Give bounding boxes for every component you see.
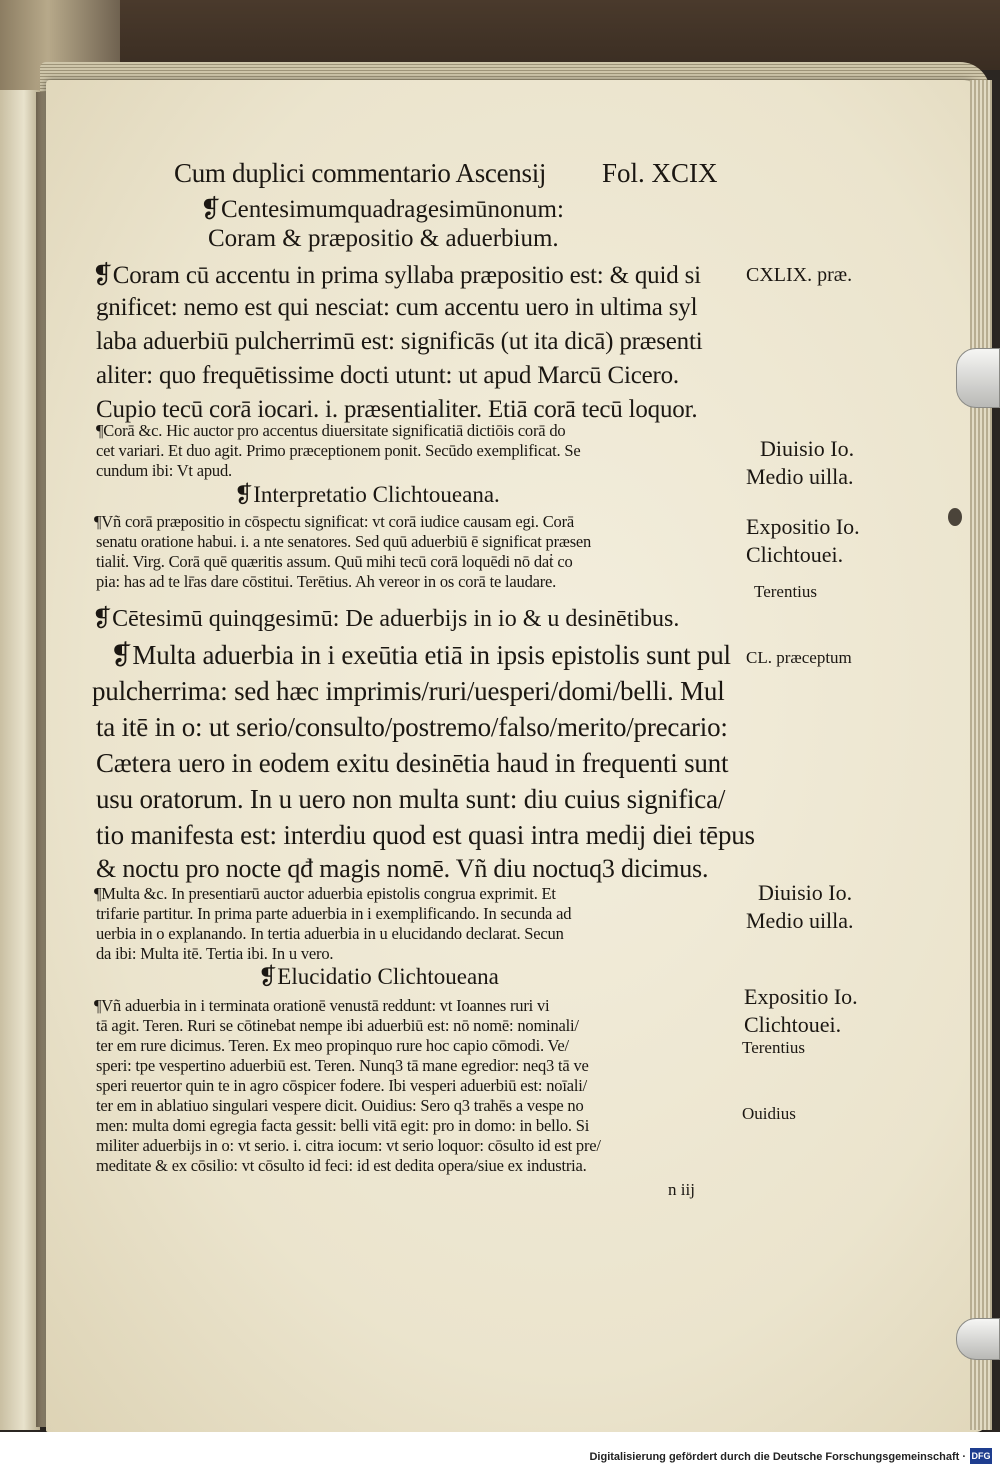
marginal-note: Medio uilla. — [746, 464, 854, 489]
marginal-note: Expositio Io. — [746, 514, 860, 539]
dfg-logo-icon: DFG — [970, 1448, 992, 1464]
text-line: laba aduerbiū pulcherrimū est: significās (ut ita dicā) præsenti — [96, 328, 703, 355]
commentary-line: trifarie partitur. In prima parte aduerbia in i exemplificando. In secunda ad — [96, 904, 572, 923]
marginal-note: Clichtouei. — [746, 542, 844, 567]
marginal-note: Ouidius — [742, 1104, 796, 1123]
commentary-line: militer aduerbijs in o: vt serio. i. citra iocum: vt serio loquor: cōsulto id est pre/ — [96, 1136, 601, 1155]
marginal-note: Terentius — [742, 1038, 806, 1057]
section-heading: ❡Cētesimū quinqgesimū: De aduerbijs in io & u desinētibus. — [92, 606, 680, 632]
book-clip-lower — [956, 1318, 1000, 1360]
commentary-line: ¶Corā &c. Hic auctor pro accentus diuersitate significatiā dictiōis corā do — [96, 421, 566, 440]
commentary-line: da ibi: Multa itē. Tertia ibi. In u vero. — [96, 944, 334, 963]
commentary-line: ter em in ablatiuo singulari vespere dicit. Ouidius: Sero q3 trahēs a vespe no — [96, 1096, 584, 1115]
text-line: pulcherrima: sed hæc imprimis/ruri/uesperi/domi/belli. Mul — [92, 676, 725, 706]
commentary-line: men: multa domi egregia facta gessit: belli vitā egit: pro in domo: in bello. Si — [96, 1116, 590, 1135]
running-title: Cum duplici commentario Ascensij — [174, 158, 547, 188]
commentary-line: cundum ibi: Vt apud. — [96, 461, 232, 480]
marginal-note: CXLIX. præ. — [746, 264, 853, 286]
marginal-note: Diuisio Io. — [758, 880, 853, 905]
text-line: Cætera uero in eodem exitu desinētia haud in frequenti sunt — [96, 748, 729, 778]
section-heading: ❡Centesimumquadragesimūnonum: — [200, 196, 564, 223]
book-clip-upper — [956, 348, 1000, 408]
text-line: usu oratorum. In u uero non multa sunt: diu cuius significa/ — [96, 784, 726, 814]
page-stack-edge — [970, 80, 992, 1430]
text-line: ta itē in o: ut serio/consulto/postremo/falso/merito/precario: — [96, 712, 728, 742]
facing-page-edge — [0, 90, 40, 1430]
subheading: ❡Elucidatio Clichtoueana — [258, 964, 499, 989]
text-line: & noctu pro nocte qđ magis nomē. Vñ diu noctuq3 dicimus. — [96, 854, 709, 883]
folio-number: Fol. XCIX — [602, 158, 718, 188]
marginal-note: Expositio Io. — [744, 984, 858, 1009]
book-cover-top — [0, 0, 1000, 70]
text-line: gnificet: nemo est qui nesciat: cum accentu uero in ultima syl — [96, 294, 698, 321]
commentary-line: tā agit. Teren. Ruri se cōtinebat nempe ibi aduerbiū est: nō nomē: nominali/ — [96, 1016, 579, 1035]
commentary-line: ter em rure dicimus. Teren. Ex meo propinquo rure hoc capio cōmodi. Ve/ — [96, 1036, 569, 1055]
commentary-line: ¶Vñ aduerbia in i terminata orationē venustā reddunt: vt Ioannes ruri vi — [94, 996, 550, 1015]
commentary-line: pia: has ad te lr̄as dare cōstitui. Terētius. Ah vereor in os corā te laudare. — [96, 572, 557, 591]
text-line: Cupio tecū corā iocari. i. præsentialiter. Etiā corā tecū loquor. — [96, 396, 698, 423]
text-line: ❡Multa aduerbia in i exeūtia etiā in ipsis epistolis sunt pul — [110, 640, 731, 670]
text-line: ❡Coram cū accentu in prima syllaba præpositio est: & quid si — [92, 262, 701, 289]
marginal-note: Medio uilla. — [746, 908, 854, 933]
commentary-line: cet variari. Et duo agit. Primo præceptionem ponit. Secūdo exemplificat. Se — [96, 441, 581, 460]
text-line: tio manifesta est: interdiu quod est quasi intra medij diei tēpus — [96, 820, 755, 850]
commentary-line: ¶Vñ corā præpositio in cōspectu significat: vt corā iudice causam egi. Corā — [94, 512, 575, 531]
commentary-line: uerbia in o explanando. In tertia aduerbia in u elucidando declarat. Secun — [96, 924, 564, 943]
marginal-note: Diuisio Io. — [760, 436, 855, 461]
commentary-line: ¶Multa &c. In presentiarū auctor aduerbia epistolis congrua exprimit. Et — [94, 884, 556, 903]
commentary-line: speri reuertor quin te in agro cōspicer fodere. Ibi vesperi aduerbiū est: noīali/ — [96, 1076, 587, 1095]
commentary-line: speri: tpe vespertino aduerbiū est. Teren. Nunq3 tā mane egredior: neq3 tā ve — [96, 1056, 589, 1075]
page-hole — [948, 508, 962, 526]
marginal-note: CL. præceptum — [746, 648, 852, 667]
subheading: ❡Interpretatio Clichtoueana. — [234, 482, 500, 507]
marginal-note: Terentius — [754, 582, 818, 601]
digitization-credit: Digitalisierung gefördert durch die Deutsche Forschungsgemeinschaft · — [589, 1451, 966, 1463]
marginal-note: Clichtouei. — [744, 1012, 842, 1037]
commentary-line: tialiṫ. Virg. Corā quē quæritis assum. Quū mihi tecū corā loquēdi nō daṫ co — [96, 552, 573, 571]
text-line: aliter: quo frequētissime docti utunt: ut apud Marcū Cicero. — [96, 362, 679, 389]
commentary-line: senatu oratione habui. i. a nte senatores. Sed quū aduerbiū ē significat præsen — [96, 532, 592, 551]
signature-mark: n iij — [668, 1180, 695, 1199]
commentary-line: meditate & ex cōsilio: vt cōsulto id feci: id est dedita opera/siue ex industria. — [96, 1156, 587, 1175]
section-heading: Coram & præpositio & aduerbium. — [208, 225, 559, 252]
